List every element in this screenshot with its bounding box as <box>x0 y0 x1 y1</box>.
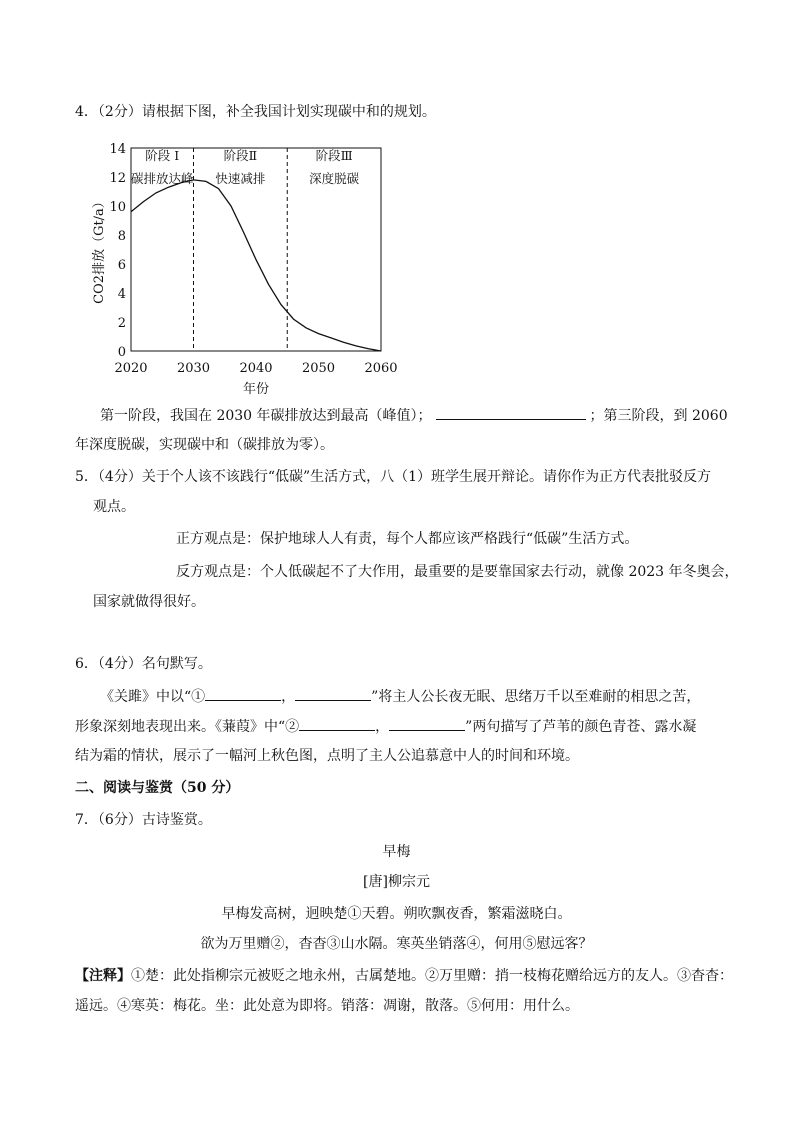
q6-blank-2b[interactable] <box>389 716 465 731</box>
q6-line2 <box>75 716 696 737</box>
y-tick-label: 14 <box>109 142 126 157</box>
x-axis-label: 年份 <box>242 382 270 397</box>
stage-title: 阶段Ⅲ <box>315 148 353 163</box>
q4-header: 4．（2分）请根据下图，补全我国计划实现碳中和的规划。 <box>75 104 436 120</box>
q6-line3: 结为霜的情状，展示了一幅河上秋色图，点明了主人公追慕意中人的时间和环境。 <box>75 748 579 764</box>
q6-l1-end: ”将主人公长夜无眠、思绪万千以至难耐的相思之苦， <box>371 689 701 705</box>
q6-blank-2a[interactable] <box>299 716 375 731</box>
q6-line1 <box>100 686 700 707</box>
section-heading: 二、阅读与鉴赏（50 分） <box>75 780 240 796</box>
y-tick-label: 10 <box>109 200 126 215</box>
q4-line1 <box>100 405 728 426</box>
q5-pro-view: 正方观点是：保护地球人人有责，每个人都应该严格践行“低碳”生活方式。 <box>176 531 639 547</box>
x-tick-label: 2020 <box>114 361 148 376</box>
y-tick-label: 8 <box>117 229 126 244</box>
y-tick-label: 6 <box>117 258 126 273</box>
poem-verse-1: 早梅发高树，迥映楚①天碧。朔吹飘夜香，繁霜滋晓白。 <box>221 906 572 922</box>
note-label: 【注释】 <box>75 968 131 984</box>
poem-verse-2: 欲为万里赠②，杳杳③山水隔。寒英坐销落④，何用⑤慰远客？ <box>200 936 593 952</box>
q4-line2: 年深度脱碳，实现碳中和（碳排放为零）。 <box>75 437 334 453</box>
q6-l2-end: ”两句描写了芦苇的颜色青苍、露水凝 <box>465 719 697 735</box>
co2-emission-chart <box>88 140 418 400</box>
stage-label: 深度脱碳 <box>309 171 360 186</box>
q6-blank-1b[interactable] <box>295 686 371 701</box>
y-tick-label: 0 <box>117 345 126 360</box>
q6-l1-start: 《关雎》中以“① <box>100 689 206 705</box>
q4-line1-end: ；第三阶段，到 2060 <box>589 408 728 424</box>
q7-header: 7．（6分）古诗鉴赏。 <box>75 812 212 828</box>
q6-l2-comma: ， <box>375 719 390 735</box>
y-tick-label: 12 <box>109 171 126 186</box>
q5-con-view: 反方观点是：个人低碳起不了大作用，最重要的是要靠国家去行动，就像 2023 年冬奥会， <box>176 564 739 580</box>
note-text-1: ①楚：此处指柳宗元被贬之地永州，古属楚地。②万里赠：捎一枝梅花赠给远方的友人。③杳杳： <box>131 968 733 984</box>
stage-label: 碳排放达峰 <box>130 171 194 186</box>
chart-plot-area <box>91 142 398 397</box>
q5-header-cont: 观点。 <box>93 499 135 515</box>
stage-label: 快速减排 <box>215 171 266 186</box>
poem-notes <box>75 966 733 986</box>
q6-l2-start: 形象深刻地表现出来。《蒹葭》中“② <box>75 719 300 735</box>
q4-answer-blank[interactable] <box>436 405 586 420</box>
poem-title: 早梅 <box>382 844 411 860</box>
x-tick-label: 2060 <box>364 361 398 376</box>
q6-header: 6．（4分）名句默写。 <box>75 656 212 672</box>
stage-title: 阶段Ⅱ <box>223 148 258 163</box>
q5-header: 5．（4分）关于个人该不该践行“低碳”生活方式，八（1）班学生展开辩论。请你作为正方代表批驳反方 <box>75 469 712 485</box>
q5-con-view-cont: 国家就做得很好。 <box>93 594 205 610</box>
x-tick-label: 2040 <box>239 361 273 376</box>
poem-author: [唐]柳宗元 <box>363 874 430 890</box>
emission-curve <box>131 180 381 351</box>
q6-blank-1a[interactable] <box>205 686 281 701</box>
x-tick-label: 2030 <box>176 361 211 376</box>
y-tick-label: 4 <box>117 287 126 302</box>
y-tick-label: 2 <box>117 316 126 331</box>
x-tick-label: 2050 <box>301 361 336 376</box>
y-axis-label: CO2排放（Gt/a） <box>92 195 107 304</box>
stage-title: 阶段 I <box>145 148 180 163</box>
poem-notes-cont: 遥远。④寒英：梅花。坐：此处意为即将。销落：凋谢，散落。⑤何用：用什么。 <box>75 998 579 1014</box>
q6-l1-comma: ， <box>281 689 296 705</box>
q4-line1-start: 第一阶段，我国在 2030 年碳排放达到最高（峰值）； <box>100 408 432 424</box>
